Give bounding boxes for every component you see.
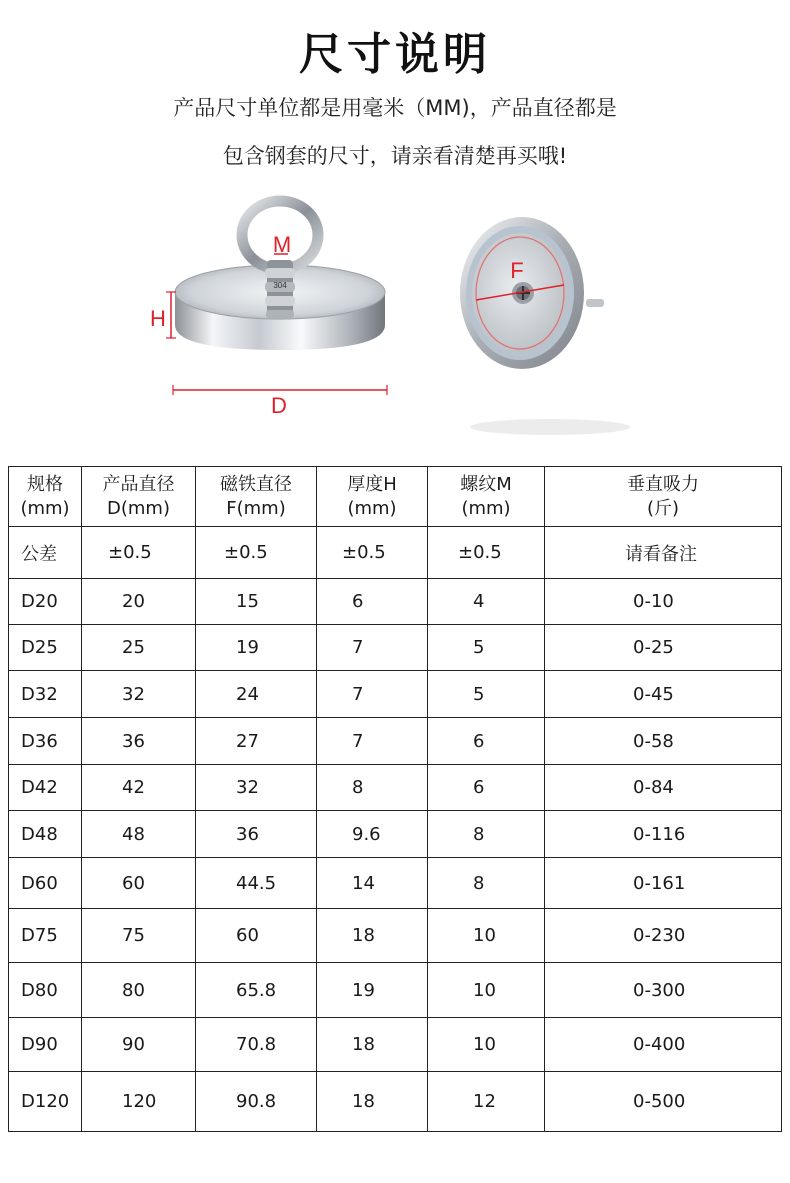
table-cell: 18	[317, 1018, 428, 1072]
header-cell: 垂直吸力 (斤)	[545, 467, 782, 527]
table-cell: 0-161	[545, 858, 782, 909]
table-cell: 19	[196, 625, 317, 671]
table-cell: 65.8	[196, 963, 317, 1018]
table-cell: 12	[428, 1072, 545, 1132]
table-header-row	[9, 467, 782, 527]
table-cell: D32	[9, 671, 82, 718]
m-dimension-label: M	[272, 232, 292, 257]
tolerance-cell: 请看备注	[545, 527, 782, 579]
f-dimension-label: F	[510, 258, 524, 283]
table-row	[9, 858, 782, 909]
d-dimension-label: D	[271, 393, 287, 418]
ring-mark-text: 304	[273, 281, 287, 290]
header-cell: 螺纹M (mm)	[428, 467, 545, 527]
table-row	[9, 765, 782, 811]
table-cell: 42	[82, 765, 196, 811]
table-cell: D120	[9, 1072, 82, 1132]
table-cell: 0-45	[545, 671, 782, 718]
table-cell: 7	[317, 671, 428, 718]
table-cell: 19	[317, 963, 428, 1018]
table-cell: 7	[317, 718, 428, 765]
table-cell: 14	[317, 858, 428, 909]
table-cell: 36	[82, 718, 196, 765]
tolerance-cell: 公差	[9, 527, 82, 579]
table-cell: 4	[428, 579, 545, 625]
subtitle-line-1: 产品尺寸单位都是用毫米（MM)，产品直径都是	[173, 96, 617, 120]
table-cell: 0-25	[545, 625, 782, 671]
tolerance-cell: ±0.5	[196, 527, 317, 579]
table-cell: D42	[9, 765, 82, 811]
table-cell: 0-10	[545, 579, 782, 625]
table-cell: 75	[82, 909, 196, 963]
table-cell: 8	[428, 811, 545, 858]
table-cell: D25	[9, 625, 82, 671]
table-row	[9, 963, 782, 1018]
table-cell: 0-84	[545, 765, 782, 811]
spec-table	[8, 466, 782, 1132]
table-cell: 44.5	[196, 858, 317, 909]
table-cell: 10	[428, 963, 545, 1018]
table-cell: 18	[317, 909, 428, 963]
h-dimension-label: H	[150, 306, 166, 331]
table-cell: 32	[196, 765, 317, 811]
header-cell: 规格 (mm)	[9, 467, 82, 527]
table-cell: D60	[9, 858, 82, 909]
table-cell: 8	[317, 765, 428, 811]
table-row	[9, 1018, 782, 1072]
table-row	[9, 671, 782, 718]
table-cell: D36	[9, 718, 82, 765]
tolerance-row	[9, 527, 782, 579]
table-cell: 6	[428, 765, 545, 811]
table-cell: 0-230	[545, 909, 782, 963]
table-cell: D48	[9, 811, 82, 858]
table-cell: 80	[82, 963, 196, 1018]
table-cell: 120	[82, 1072, 196, 1132]
table-cell: 48	[82, 811, 196, 858]
tolerance-cell: ±0.5	[82, 527, 196, 579]
table-cell: D75	[9, 909, 82, 963]
table-cell: 18	[317, 1072, 428, 1132]
table-cell: 32	[82, 671, 196, 718]
table-cell: 8	[428, 858, 545, 909]
table-cell: 0-500	[545, 1072, 782, 1132]
table-cell: 70.8	[196, 1018, 317, 1072]
table-cell: 90.8	[196, 1072, 317, 1132]
tolerance-cell: ±0.5	[317, 527, 428, 579]
table-cell: 60	[82, 858, 196, 909]
table-cell: 7	[317, 625, 428, 671]
table-cell: 90	[82, 1018, 196, 1072]
header-cell: 磁铁直径 F(mm)	[196, 467, 317, 527]
table-cell: D20	[9, 579, 82, 625]
table-cell: 20	[82, 579, 196, 625]
table-row	[9, 1072, 782, 1132]
table-row	[9, 909, 782, 963]
table-cell: 24	[196, 671, 317, 718]
table-row	[9, 718, 782, 765]
table-cell: 9.6	[317, 811, 428, 858]
magnet-bottom-view-figure	[440, 205, 660, 440]
table-cell: 15	[196, 579, 317, 625]
table-row	[9, 625, 782, 671]
table-cell: 0-58	[545, 718, 782, 765]
table-cell: 60	[196, 909, 317, 963]
table-cell: 10	[428, 1018, 545, 1072]
table-row	[9, 579, 782, 625]
tolerance-cell: ±0.5	[428, 527, 545, 579]
table-cell: 0-116	[545, 811, 782, 858]
table-cell: 27	[196, 718, 317, 765]
table-cell: 6	[428, 718, 545, 765]
header-cell: 产品直径 D(mm)	[82, 467, 196, 527]
table-cell: 0-300	[545, 963, 782, 1018]
table-cell: 10	[428, 909, 545, 963]
table-cell: 25	[82, 625, 196, 671]
table-cell: 5	[428, 671, 545, 718]
magnet-side-view-figure	[140, 190, 410, 420]
table-cell: D80	[9, 963, 82, 1018]
table-cell: D90	[9, 1018, 82, 1072]
subtitle-line-2: 包含钢套的尺寸，请亲看清楚再买哦!	[222, 144, 568, 168]
header-cell: 厚度H (mm)	[317, 467, 428, 527]
table-cell: 6	[317, 579, 428, 625]
table-cell: 0-400	[545, 1018, 782, 1072]
table-cell: 36	[196, 811, 317, 858]
page-title: 尺寸说明	[299, 29, 491, 80]
table-row	[9, 811, 782, 858]
table-cell: 5	[428, 625, 545, 671]
